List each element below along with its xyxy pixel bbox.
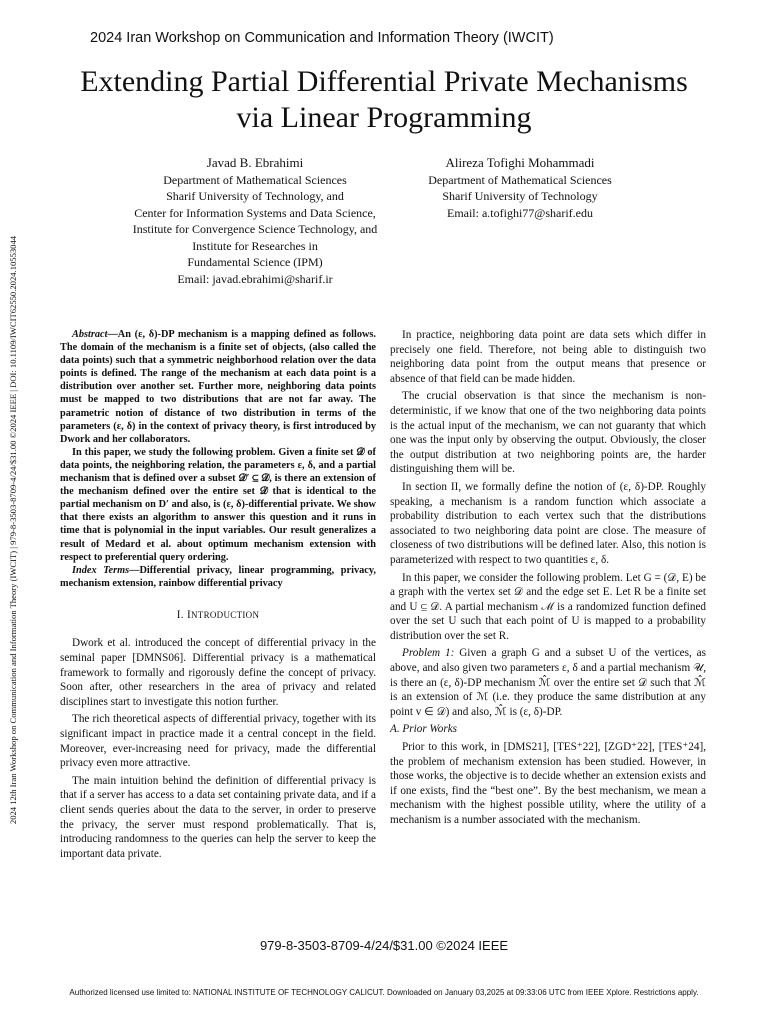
index-terms-label: Index Terms: [72, 564, 130, 576]
title-line-2: via Linear Programming: [236, 101, 532, 134]
abstract: [60, 328, 376, 590]
conference-header: 2024 Iran Workshop on Communication and Information Theory (IWCIT): [90, 30, 554, 46]
author-name: Alireza Tofighi Mohammadi: [445, 155, 595, 170]
copyright-footer: 979-8-3503-8709-4/24/$31.00 ©2024 IEEE: [259, 938, 509, 953]
author-affiliation: Center for Information Systems and Data Science,: [134, 205, 376, 220]
right-column: [390, 328, 706, 831]
doi-sidebar: [6, 160, 20, 900]
body-paragraph: The crucial observation is that since the mechanism is non-deterministic, if we know that one of the two neighboring data points is the actual input of the mechanism, we can not guaranty that which one was the input only by observing the output. Obviously, the closer the output distribution at two neighboring points are, the harder distinguishing them will be.: [390, 390, 706, 476]
body-paragraph: Dwork et al. introduced the concept of differential privacy in the seminal paper [DMNS06]. Differential privacy is a mathematical framework to formally and rigorously define the concept of privacy. Soon after, other researchers in the area of privacy and related disciplines start to investigate this notion further.: [60, 637, 376, 708]
author-affiliation: Institute for Convergence Science Technology, and: [132, 222, 378, 236]
body-paragraph: In section II, we formally define the notion of (ε, δ)-DP. Roughly speaking, a mechanism is a random function which associate a probability distribution to each vertex such that the distributions associated to two neighboring data point are close. The measure of closeness of two distributions will be defined later. Also, this notion is parameterized with respect to two quantities ε, δ.: [390, 480, 706, 566]
left-column: [60, 328, 376, 864]
abstract-text: —An (ε, δ)-DP mechanism is a mapping defined as follows. The domain of the mechanism is a finite set of objects, (also called the data points) such that a symmetric neighborhood relation over the data points is defined. The range of the mechanism at each data point is a distribution over another set. Further more, neighboring data points must be mapped to two distributions that are not far away. The parametric notion of distance of two distribution in terms of the parameters (ε, δ) in the context of privacy theory, is first introduced by Dwork and her collaborators.: [60, 329, 376, 445]
problem-label: Problem 1:: [402, 647, 455, 660]
author-affiliation: Institute for Researches in: [192, 238, 318, 253]
author-block-1: [110, 155, 400, 287]
licence-notice: Authorized licensed use limited to: NATIONAL INSTITUTE OF TECHNOLOGY CALICUT. Downloaded on January 03,2025 at 09:33:06 UTC from IEEE Xplore. Restrictions apply.: [69, 988, 699, 997]
author-affiliation: Sharif University of Technology: [442, 189, 598, 203]
author-email: Email: javad.ebrahimi@sharif.ir: [177, 271, 333, 286]
body-paragraph: In practice, neighboring data point are data sets which differ in precisely one field. Therefore, not being able to distinguish two neighboring data point from the output means that presence or absence of that field can be made hidden.: [390, 329, 706, 385]
author-affiliation: Sharif University of Technology, and: [166, 189, 344, 203]
subsection-heading-prior-works: A. Prior Works: [390, 723, 458, 736]
section-heading-introduction: I. INTRODUCTION: [176, 608, 260, 621]
problem-text: Given a graph G and a subset U of the vertices, as above, and also given two parameters ε, δ and a partial mechanism 𝒰, is there an (ε, δ)-DP mechanism ℳ̂ over the entire set 𝒟 such that ℳ̂ is an extension of ℳ (i.e. they produce the same distribution at any point v ∈ 𝒟) and also, ℳ̂ is (ε, δ)-DP.: [390, 647, 706, 718]
author-affiliation: Fundamental Science (IPM): [187, 255, 323, 269]
body-paragraph: The main intuition behind the definition of differential privacy is that if a server has access to a data set containing private data, and if a client sends queries about the data to the server, in order to preserve the privacy, the server must respond problematically. That is, introducing randomness to the queries can help the server to keep the important data private.: [60, 774, 376, 860]
author-name: Javad B. Ebrahimi: [206, 155, 304, 170]
author-affiliation: Department of Mathematical Sciences: [428, 172, 612, 187]
title-line-1: Extending Partial Differential Private Mechanisms: [80, 65, 688, 98]
doi-sidebar-text: 2024 12th Iran Workshop on Communication and Information Theory (IWCIT) | 979-8-3503-8709-4/24/$31.00 ©2024 IEEE | DOI: 10.1109/IWCIT62550.2024.10553044: [8, 235, 18, 825]
author-email: Email: a.tofighi77@sharif.edu: [446, 205, 593, 220]
paper-title: [0, 64, 768, 136]
index-terms: —Differential privacy, linear programming, privacy, mechanism extension, rainbow differential privacy: [60, 564, 376, 589]
abstract-paragraph: In this paper, we study the following problem. Given a finite set 𝒟 of data points, the neighboring relation, the parameters ε, δ, and a partial mechanism that is defined over a subset 𝒟′ ⊆ 𝒟, is there an extension of the mechanism defined over the entire set 𝒟 that is identical to the partial mechanism on D′ and also, is (ε, δ)-differential private. We show that there exists an algorithm to answer this question and it runs in time that is polynomial in the input variables. Our result generalizes a result of Medard et al. about optimum mechanism extension with respect to preferential query ordering.: [60, 446, 376, 563]
body-paragraph: Prior to this work, in [DMS21], [TES⁺22], [ZGD⁺22], [TES⁺24], the problem of mechanism extension has been studied. However, in those works, the objective is to decide whether an extension exists and if one exists, find the “best one”. By the best mechanism, we mean a mechanism with the highest possible utility, where the utility of a mechanism is a number associated with the mechanism.: [390, 741, 706, 826]
author-affiliation: Department of Mathematical Sciences: [163, 172, 347, 187]
problem-statement: [390, 646, 706, 719]
abstract-label: Abstract: [72, 329, 108, 340]
body-paragraph: In this paper, we consider the following problem. Let G = (𝒟, E) be a graph with the vertex set 𝒟 and the edge set E. Let R be a finite set and U ⊆ 𝒟. A partial mechanism ℳ is a randomized function defined over the set U such that each point of U is mapped to a probability distribution over the set R.: [390, 571, 706, 642]
author-block-2: [390, 155, 650, 221]
body-paragraph: The rich theoretical aspects of differential privacy, together with its significant impact in practice made it a central concept in the field. Moreover, ever-increasing need for privacy, made the differential privacy even more attractive.: [60, 713, 376, 770]
